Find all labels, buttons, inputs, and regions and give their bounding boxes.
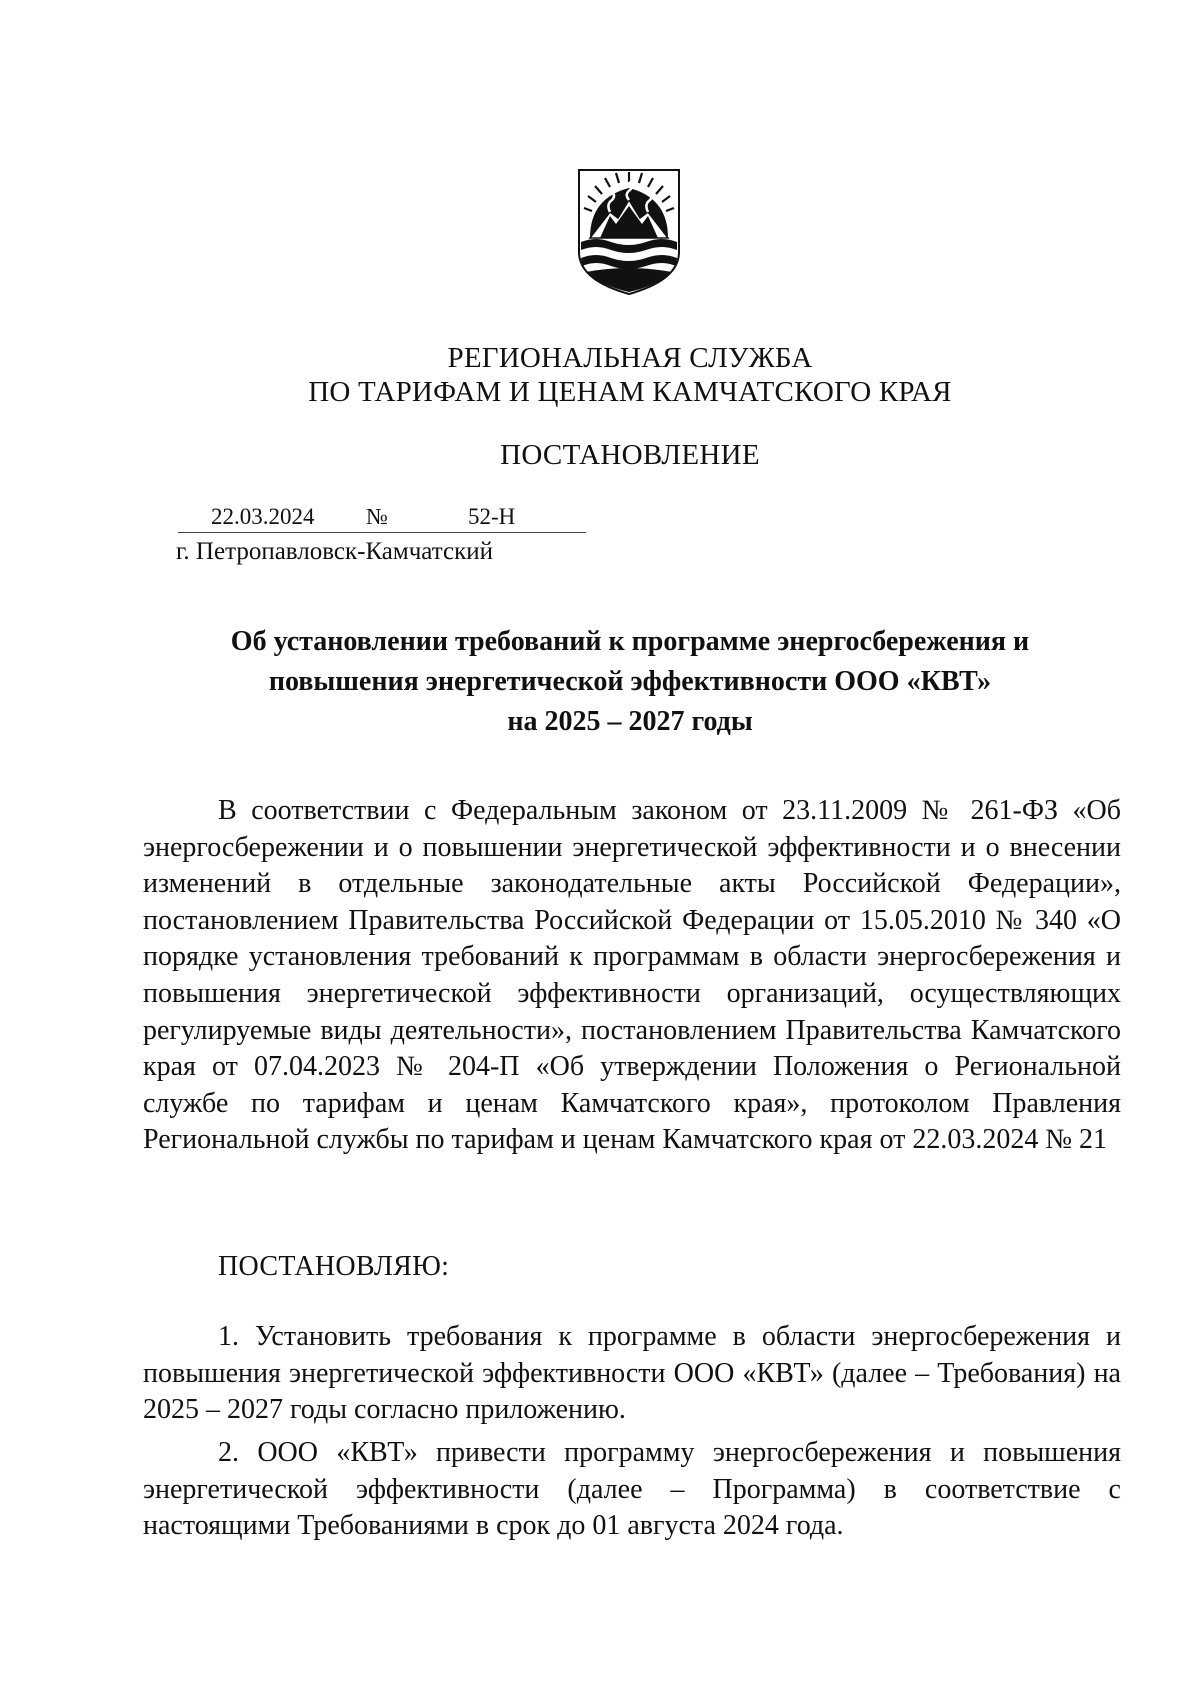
document-type-heading: ПОСТАНОВЛЕНИЕ [500,439,760,471]
coat-of-arms-emblem [576,168,682,296]
organization-name-line-2: ПО ТАРИФАМ И ЦЕНАМ КАМЧАТСКОГО КРАЯ [308,376,952,408]
document-title-line-3: на 2025 – 2027 годы [507,706,753,737]
document-city: г. Петропавловск-Камчатский [176,538,493,565]
resolve-heading: ПОСТАНОВЛЯЮ: [218,1251,450,1282]
organization-name-line-1: РЕГИОНАЛЬНАЯ СЛУЖБА [447,342,813,374]
document-date-number-line [178,502,586,533]
document-title-line-1: Об установлении требований к программе энергосбережения и [230,626,1030,657]
document-title-line-2: повышения энергетической эффективности ООО «КВТ» [268,666,992,697]
document-number: 52-Н [468,504,516,529]
document-date: 22.03.2024 [211,504,315,529]
number-sign: № [366,504,388,529]
resolution-item-1: 1. Установить требования к программе в области энергосбережения и повышения энергетической эффективности ООО «КВТ» (далее – Требования) на 2025 – 2027 годы согласно приложению. [143,1321,1121,1426]
resolution-item-2: 2. ООО «КВТ» привести программу энергосбережения и повышения энергетической эффективности (далее – Программа) в соответствие с настоящими Требованиями в срок до 01 августа 2024 года. [143,1437,1121,1542]
preamble-paragraph: В соответствии с Федеральным законом от 23.11.2009 № 261-ФЗ «Об энергосбережении и о повышении энергетической эффективности и о внесении изменений в отдельные законодательные акты Российской Федерации», постановлением Правительства Российской Федерации от 15.05.2010 № 340 «О порядке установления требований к программам в области энергосбережения и повышения энергетической эффективности организаций, осуществляющих регулируемые виды деятельности», постановлением Правительства Камчатского края от 07.04.2023 № 204-П «Об утверждении Положения о Региональной службе по тарифам и ценам Камчатского края», протоколом Правления Региональной службы по тарифам и ценам Камчатского края от 22.03.2024 № 21 [143,795,1121,1156]
